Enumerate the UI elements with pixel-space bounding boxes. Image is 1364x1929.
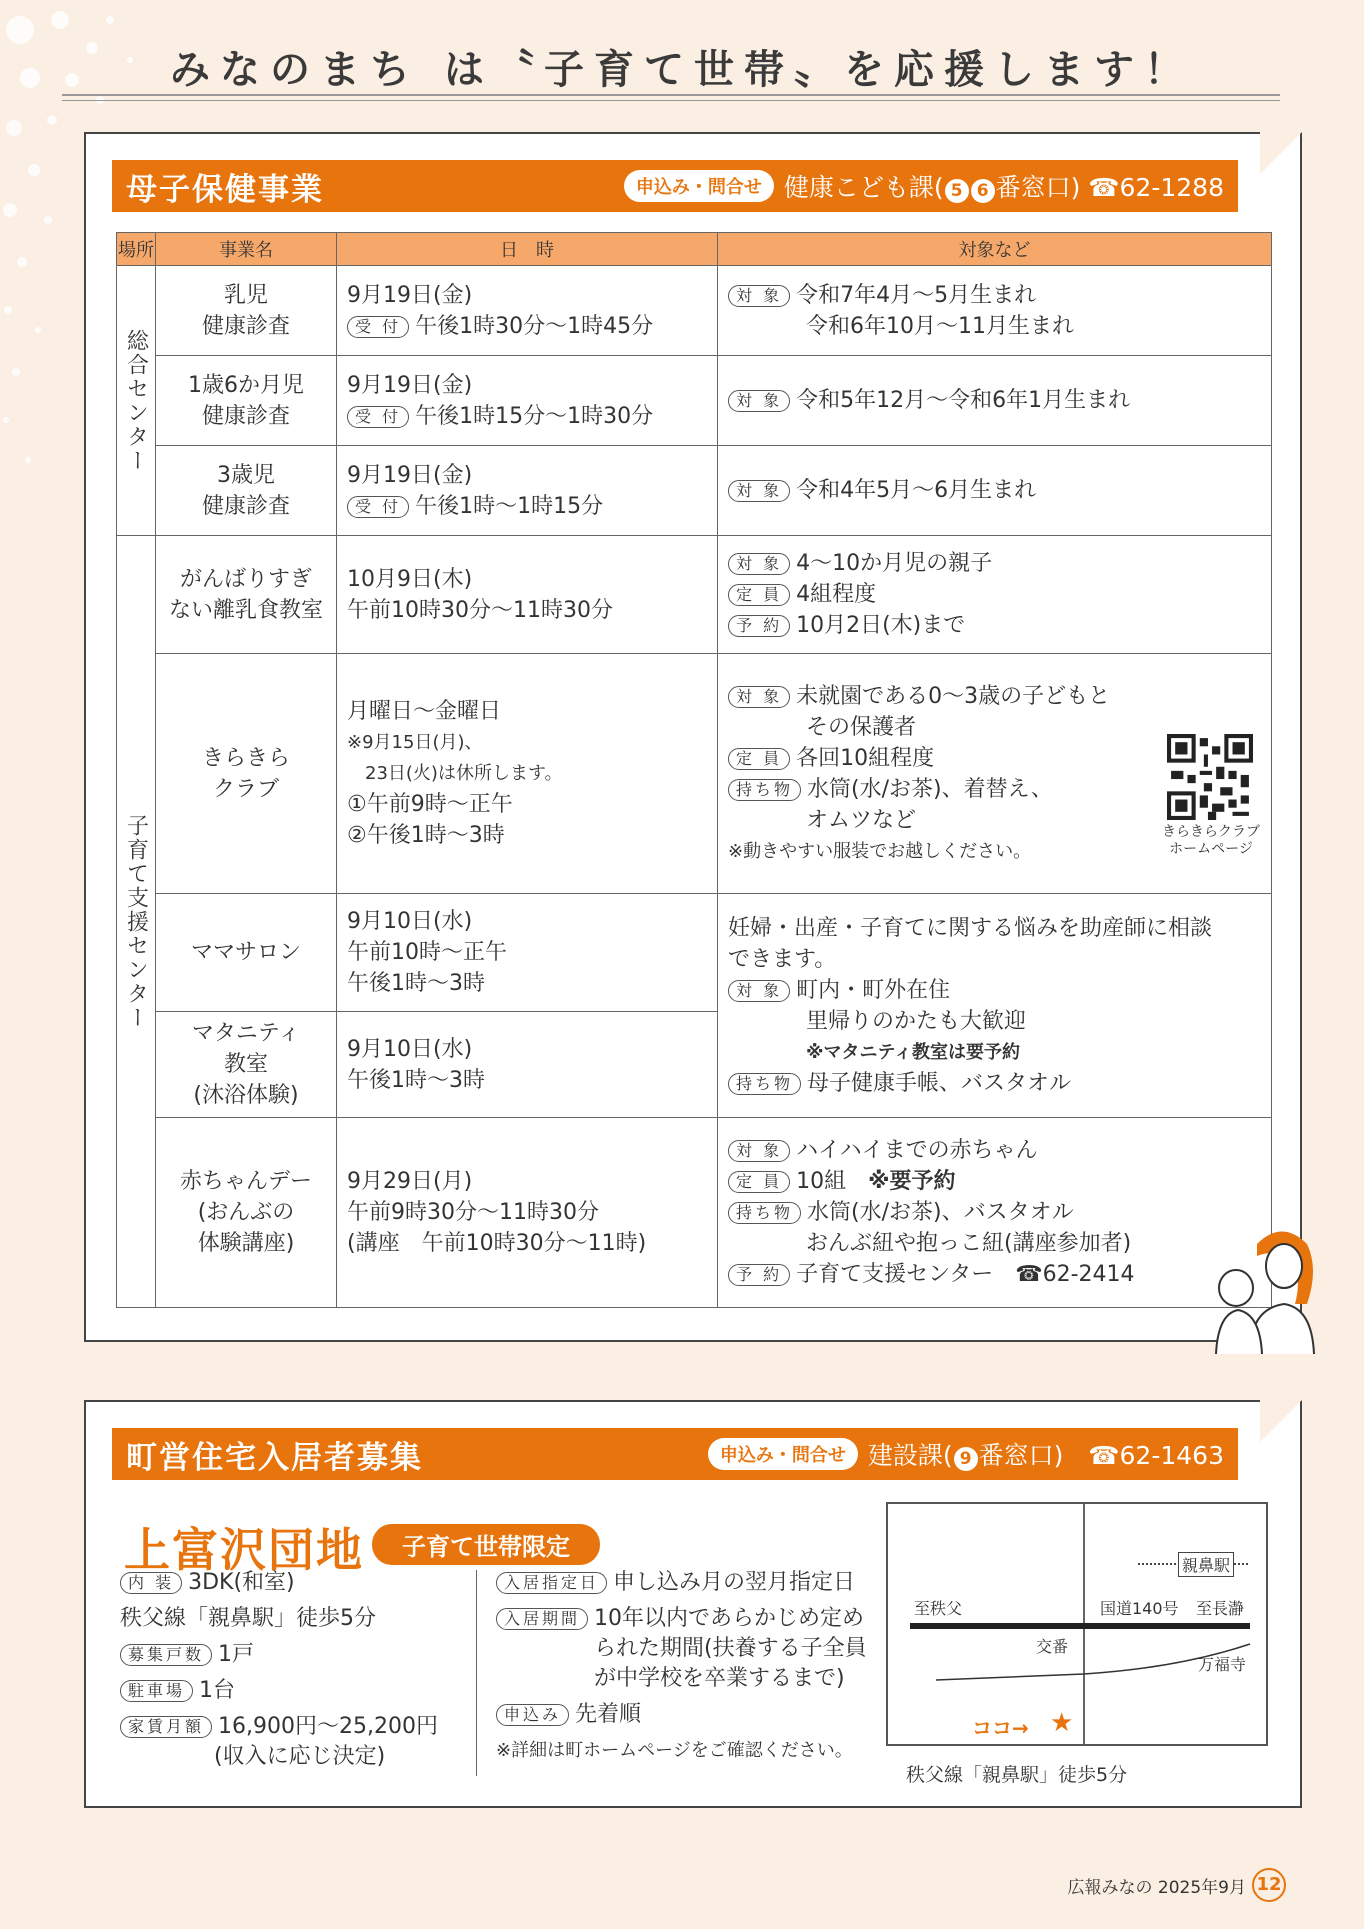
- place-cell: 子育て支援センター: [117, 536, 156, 1308]
- map-label-west: 至秩父: [914, 1599, 963, 1618]
- map-station-label: 親鼻駅: [1178, 1552, 1234, 1577]
- schedule-table: [116, 232, 1272, 1308]
- target-cell: 妊婦・出産・子育てに関する悩みを助産師に相談 できます。 対 象 町内・町外在住 里帰りのかたも大歓迎 ※マタニティ教室は要予約 持ち物 母子健康手帳、バスタオル: [718, 894, 1272, 1118]
- date-cell: 9月19日(金) 受 付 午後1時30分～1時45分: [337, 266, 718, 356]
- event-name-cell: 3歳児 健康診査: [156, 446, 337, 536]
- star-icon: ★: [1050, 1708, 1074, 1738]
- maternal-health-card: [84, 132, 1302, 1342]
- window-number-badge: 5: [945, 179, 969, 203]
- map-caption: 秩父線「親鼻駅」徒歩5分: [906, 1764, 1128, 1786]
- date-cell: 月曜日～金曜日 ※9月15日(月)、 23日(火)は休所します。 ①午前9時～正午 ②午後1時～3時: [337, 654, 718, 894]
- headline-rule-thin: [62, 100, 1280, 101]
- section-title: 母子保健事業: [126, 171, 324, 208]
- map-label-koban: 交番: [1036, 1637, 1069, 1656]
- section-header-bar: [112, 160, 1238, 212]
- event-name-cell: ママサロン: [156, 894, 337, 1012]
- contact-info: 健康こども課( 5 6 番窓口) ☎62-1288: [783, 173, 1224, 202]
- map-label-east: 至長瀞: [1196, 1599, 1245, 1618]
- event-name-cell: 1歳6か月児 健康診査: [156, 356, 337, 446]
- map-label-temple: 万福寺: [1198, 1655, 1247, 1674]
- target-cell: 対 象 令和7年4月～5月生まれ 令和6年10月～11月生まれ: [718, 266, 1272, 356]
- phone-number: ☎62-1288: [1088, 173, 1224, 202]
- event-name-cell: 乳児 健康診査: [156, 266, 337, 356]
- contact-info: 建設課( 9 番窓口) ☎62-1463: [867, 1441, 1224, 1470]
- housing-name: 上富沢団地: [124, 1523, 364, 1577]
- page-number: 12: [1252, 1868, 1286, 1902]
- table-row: [117, 266, 1272, 356]
- date-cell: 9月19日(金) 受 付 午後1時15分～1時30分: [337, 356, 718, 446]
- qr-code-icon[interactable]: [1167, 734, 1253, 820]
- table-header-row: [117, 233, 1272, 266]
- map-label-route: 国道140号: [1100, 1599, 1179, 1618]
- housing-details-right: 入居指定日 申し込み月の翌月指定日 入居期間 10年以内であらかじめ定め られた期間(扶養する子全員 が中学校を卒業するまで) 申込み 先着順 ※詳細は町ホームページをご確認ください。: [496, 1570, 867, 1761]
- target-cell: 対 象 令和5年12月～令和6年1月生まれ: [718, 356, 1272, 446]
- date-cell: 10月9日(木) 午前10時30分～11時30分: [337, 536, 718, 654]
- event-name-cell: マタニティ 教室 (沐浴体験): [156, 1012, 337, 1118]
- table-row: [117, 1118, 1272, 1308]
- page-footer: [1068, 1868, 1286, 1902]
- footer-text: 広報みなの 2025年9月: [1067, 1877, 1246, 1898]
- window-number-badge: 6: [971, 179, 995, 203]
- section-title: 町営住宅入居者募集: [126, 1439, 423, 1476]
- event-name-cell: がんばりすぎ ない離乳食教室: [156, 536, 337, 654]
- column-header: 事業名: [156, 233, 337, 266]
- map-lines: [888, 1504, 1266, 1744]
- window-number-badge: 9: [954, 1447, 978, 1471]
- eligibility-badge: 子育て世帯限定: [372, 1524, 600, 1565]
- table-row: [117, 536, 1272, 654]
- target-cell: 対 象 4～10か月児の親子 定 員 4組程度 予 約 10月2日(木)まで: [718, 536, 1272, 654]
- date-cell: 9月10日(水) 午後1時～3時: [337, 1012, 718, 1118]
- page-headline: みなのまち は〝子育て世帯〟を応援します！: [170, 47, 1194, 93]
- section-header-bar: [112, 1428, 1238, 1480]
- event-name-cell: 赤ちゃんデー (おんぶの 体験講座): [156, 1118, 337, 1308]
- table-row: [117, 894, 1272, 1012]
- mother-baby-illustration: [1202, 1224, 1322, 1354]
- place-cell: 総合センター: [117, 266, 156, 536]
- target-cell: 対 象 未就園である0～3歳の子どもと その保護者 定 員 各回10組程度 持ち物 水筒(水/お茶)、着替え、 オムツなど ※動きやすい服装でお越しください。 きらきらクラブ ホームページ: [718, 654, 1272, 894]
- table-row: [117, 356, 1272, 446]
- folded-corner: [1260, 1400, 1302, 1442]
- column-header: 対象など: [718, 233, 1272, 266]
- folded-corner: [1260, 132, 1302, 174]
- column-divider: [476, 1570, 477, 1776]
- date-cell: 9月29日(月) 午前9時30分～11時30分 (講座 午前10時30分～11時): [337, 1118, 718, 1308]
- column-header: 場所: [117, 233, 156, 266]
- phone-number: ☎62-1463: [1088, 1441, 1224, 1470]
- location-map: [886, 1502, 1268, 1746]
- housing-card: [84, 1400, 1302, 1808]
- headline-rule: [62, 94, 1280, 96]
- event-name-cell: きらきら クラブ: [156, 654, 337, 894]
- target-cell: 対 象 ハイハイまでの赤ちゃん 定 員 10組 ※要予約 持ち物 水筒(水/お茶)、バスタオル おんぶ紐や抱っこ紐(講座参加者) 予 約 子育て支援センター ☎62-2414: [718, 1118, 1272, 1308]
- date-cell: 9月19日(金) 受 付 午後1時～1時15分: [337, 446, 718, 536]
- target-cell: 対 象 令和4年5月～6月生まれ: [718, 446, 1272, 536]
- map-here-marker: ココ→: [972, 1716, 1029, 1740]
- contact-label-pill: 申込み・問合せ: [708, 1438, 858, 1470]
- housing-details-left: 内 装 3DK(和室) 秩父線「親鼻駅」徒歩5分 募集戸数 1戸 駐車場 1台 家賃月額 16,900円～25,200円 (収入に応じ決定): [120, 1570, 438, 1769]
- qr-caption: きらきらクラブ ホームページ: [1162, 824, 1260, 857]
- table-row: [117, 654, 1272, 894]
- date-cell: 9月10日(水) 午前10時～正午 午後1時～3時: [337, 894, 718, 1012]
- contact-label-pill: 申込み・問合せ: [624, 170, 774, 202]
- column-header: 日 時: [337, 233, 718, 266]
- table-row: [117, 446, 1272, 536]
